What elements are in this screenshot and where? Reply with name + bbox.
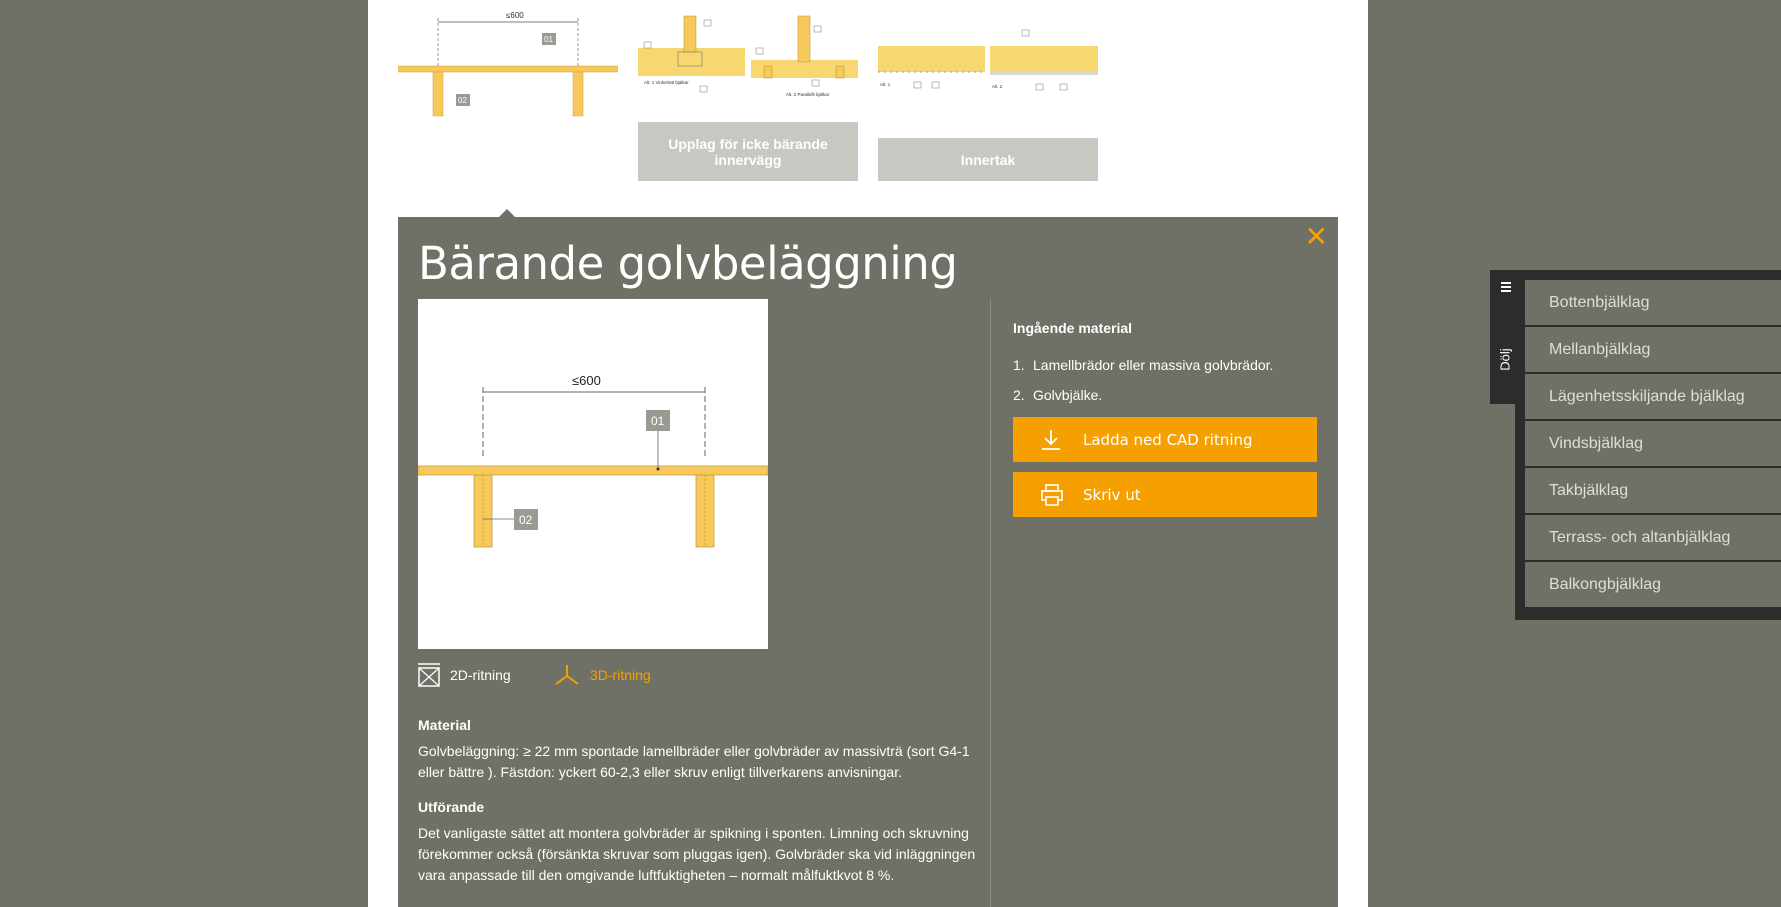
thumb-drawing-upplag[interactable] (638, 12, 858, 100)
download-cad-label: Ladda ned CAD ritning (1083, 430, 1253, 449)
panel-title: Bärande golvbeläggning (418, 237, 958, 290)
utforande-text: Det vanligaste sättet att montera golvbräder är spikning i sponten. Limning och skruvning förekommer också (försänkta skruvar som pluggas igen). Golvbräder ska vid inläggningen vara anpassade till den omgivande luftfuktigheten – normalt målfuktkvot 8 %. (418, 825, 976, 883)
material-text: Golvbeläggning: ≥ 22 mm spontade lamellbräder eller golvbräder av massivträ (sort G4-1 eller bättre ). Fästdon: yckert 60-2,3 eller skruv enligt tillverkarens anvisningar. (418, 743, 970, 780)
printer-icon (1041, 484, 1071, 506)
side-item-takbjalklag[interactable]: Takbjälklag (1525, 468, 1781, 513)
thumb3-cap1: Alt. 1 (880, 82, 891, 87)
thumb-drawing-innertak[interactable] (878, 24, 1098, 94)
download-cad-button[interactable] (1013, 417, 1317, 462)
side-item-bottenbjalklag[interactable]: Bottenbjälklag (1525, 280, 1781, 325)
thumb1-dim: ≤600 (506, 11, 524, 20)
list-item (1013, 357, 1273, 387)
print-button[interactable] (1013, 472, 1317, 517)
drawing-3d-icon (554, 663, 580, 687)
detail-panel (398, 217, 1338, 907)
side-item-mellanbjalklag[interactable]: Mellanbjälklag (1525, 327, 1781, 372)
thumb2-cap1: Alt. 1 Vinkelrätt bjälkar (644, 80, 689, 85)
view-2d-toggle[interactable] (418, 663, 511, 687)
view-2d-label: 2D-ritning (450, 667, 511, 683)
drawing-2d-icon (418, 663, 440, 687)
thumb2-cap2: Alt. 2 Parallellt bjälkar (786, 92, 830, 97)
view-3d-label: 3D-ritning (590, 667, 651, 683)
side-menu (1525, 280, 1781, 609)
side-menu-toggle[interactable] (1490, 270, 1522, 404)
side-menu-toggle-label: Dölj (1497, 348, 1513, 371)
drawing-dim-label: ≤600 (572, 373, 601, 388)
download-icon (1041, 429, 1071, 451)
view-3d-toggle[interactable] (554, 663, 651, 687)
side-item-vindsbjalklag[interactable]: Vindsbjälklag (1525, 421, 1781, 466)
list-item-text: Golvbjälke. (1033, 387, 1103, 403)
side-item-balkongbjalklag[interactable]: Balkongbjälklag (1525, 562, 1781, 607)
thumb1-tag1: 01 (544, 35, 553, 44)
list-item-text: Lamellbrädor eller massiva golvbrädor. (1033, 357, 1274, 373)
list-item-number: 1. (1013, 357, 1025, 373)
column-divider (990, 299, 991, 907)
thumb-button-innertak[interactable]: Innertak (878, 138, 1098, 181)
utforande-heading: Utförande (418, 799, 485, 815)
menu-icon (1501, 282, 1511, 294)
material-heading: Material (418, 717, 471, 733)
list-item (1013, 387, 1273, 417)
print-label: Skriv ut (1083, 485, 1141, 504)
side-item-terrass-altan[interactable]: Terrass- och altanbjälklag (1525, 515, 1781, 560)
list-item-number: 2. (1013, 387, 1025, 403)
thumb1-tag2: 02 (458, 96, 467, 105)
thumb3-cap2: Alt. 2 (992, 84, 1003, 89)
close-icon[interactable]: ✕ (1304, 221, 1328, 252)
drawing-2d (418, 299, 768, 649)
drawing-tag-02: 02 (519, 513, 533, 527)
side-item-lagenhetsskiljande[interactable]: Lägenhetsskiljande bjälklag (1525, 374, 1781, 419)
drawing-tag-01: 01 (651, 414, 665, 428)
ingaende-heading: Ingående material (1013, 320, 1133, 336)
thumb-button-upplag[interactable]: Upplag för icke bärande innervägg (638, 122, 858, 181)
thumb-drawing-golvbelaggning[interactable] (398, 8, 618, 120)
ingaende-list (1013, 357, 1273, 417)
